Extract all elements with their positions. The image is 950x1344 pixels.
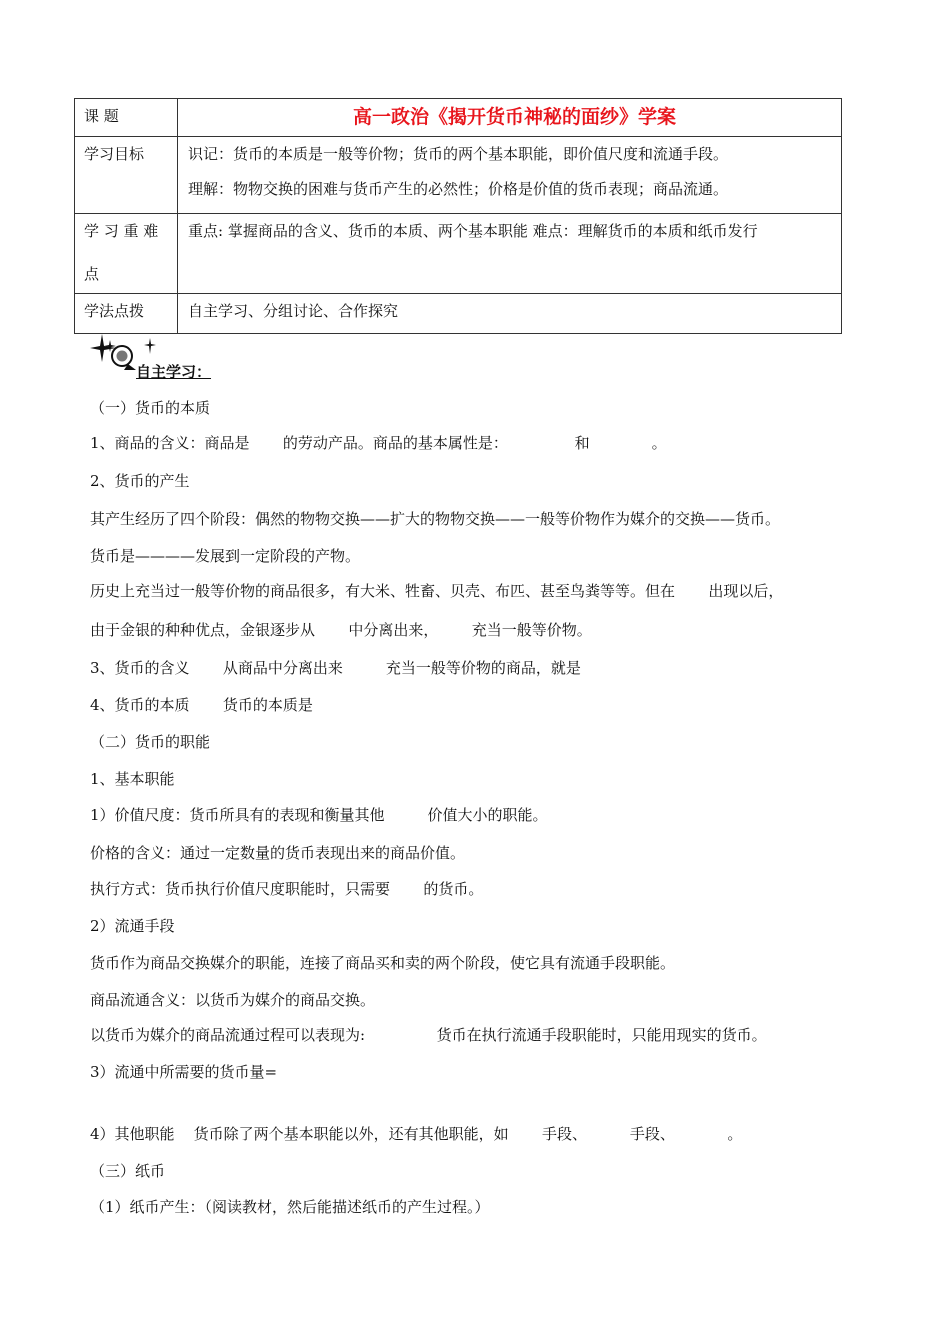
- key-points-label-b: 点: [84, 265, 100, 283]
- key-points-label-a: 学 习 重 难: [84, 222, 159, 240]
- paragraph: （二）货币的职能: [90, 733, 211, 751]
- method-text: 自主学习、分组讨论、合作探究: [188, 302, 399, 320]
- lesson-title: 高一政治《揭开货币神秘的面纱》学案: [352, 106, 676, 128]
- paragraph: 4、货币的本质 货币的本质是: [90, 696, 313, 714]
- lesson-info-table: [74, 98, 842, 334]
- paragraph: （一）货币的本质: [90, 399, 211, 417]
- paragraph: 商品流通含义：以货币为媒介的商品交换。: [90, 991, 376, 1009]
- paragraph: 3）流通中所需要的货币量=: [90, 1063, 278, 1081]
- paragraph: 4）其他职能 货币除了两个基本职能以外，还有其他职能，如 手段、 手段、 。: [90, 1125, 743, 1143]
- paragraph: 历史上充当过一般等价物的商品很多，有大米、牲畜、贝壳、布匹、甚至鸟粪等等。但在 出现以后，: [90, 582, 784, 600]
- paragraph: 价格的含义：通过一定数量的货币表现出来的商品价值。: [90, 844, 466, 862]
- goals-label: 学习目标: [75, 137, 178, 214]
- paragraph: 货币作为商品交换媒介的职能，连接了商品买和卖的两个阶段，使它具有流通手段职能。: [90, 954, 676, 972]
- topic-label: 课 题: [75, 99, 178, 137]
- section-heading: 自主学习：: [136, 363, 212, 381]
- paragraph: 由于金银的种种优点，金银逐步从 中分离出来， 充当一般等价物。: [90, 621, 592, 639]
- paragraph: 执行方式：货币执行价值尺度职能时，只需要 的货币。: [90, 880, 484, 898]
- paragraph: 1、基本职能: [90, 770, 175, 788]
- paragraph: 其产生经历了四个阶段：偶然的物物交换——扩大的物物交换——一般等价物作为媒介的交换——货币。: [90, 510, 781, 528]
- paragraph: 以货币为媒介的商品流通过程可以表现为: 货币在执行流通手段职能时，只能用现实的货币。: [90, 1026, 767, 1044]
- goals-line-2: 理解：物物交换的困难与货币产生的必然性；价格是价值的货币表现；商品流通。: [188, 180, 729, 198]
- paragraph: （1）纸币产生：（阅读教材，然后能描述纸币的产生过程。）: [90, 1198, 490, 1216]
- paragraph: 2、货币的产生: [90, 472, 190, 490]
- paragraph: （三）纸币: [90, 1162, 166, 1180]
- paragraph: 货币是————发展到一定阶段的产物。: [90, 547, 361, 565]
- paragraph: 1、商品的含义：商品是 的劳动产品。商品的基本属性是： 和 。: [90, 434, 667, 452]
- method-label: 学法点拨: [75, 294, 178, 334]
- paragraph: 1）价值尺度：货币所具有的表现和衡量其他 价值大小的职能。: [90, 806, 548, 824]
- paragraph: 3、货币的含义 从商品中分离出来 充当一般等价物的商品，就是: [90, 659, 581, 677]
- goals-line-1: 识记：货币的本质是一般等价物；货币的两个基本职能，即价值尺度和流通手段。: [188, 145, 729, 163]
- paragraph: 2）流通手段: [90, 917, 175, 935]
- key-points-text: 重点: 掌握商品的含义、货币的本质、两个基本职能 难点：理解货币的本质和纸币发行: [188, 222, 758, 240]
